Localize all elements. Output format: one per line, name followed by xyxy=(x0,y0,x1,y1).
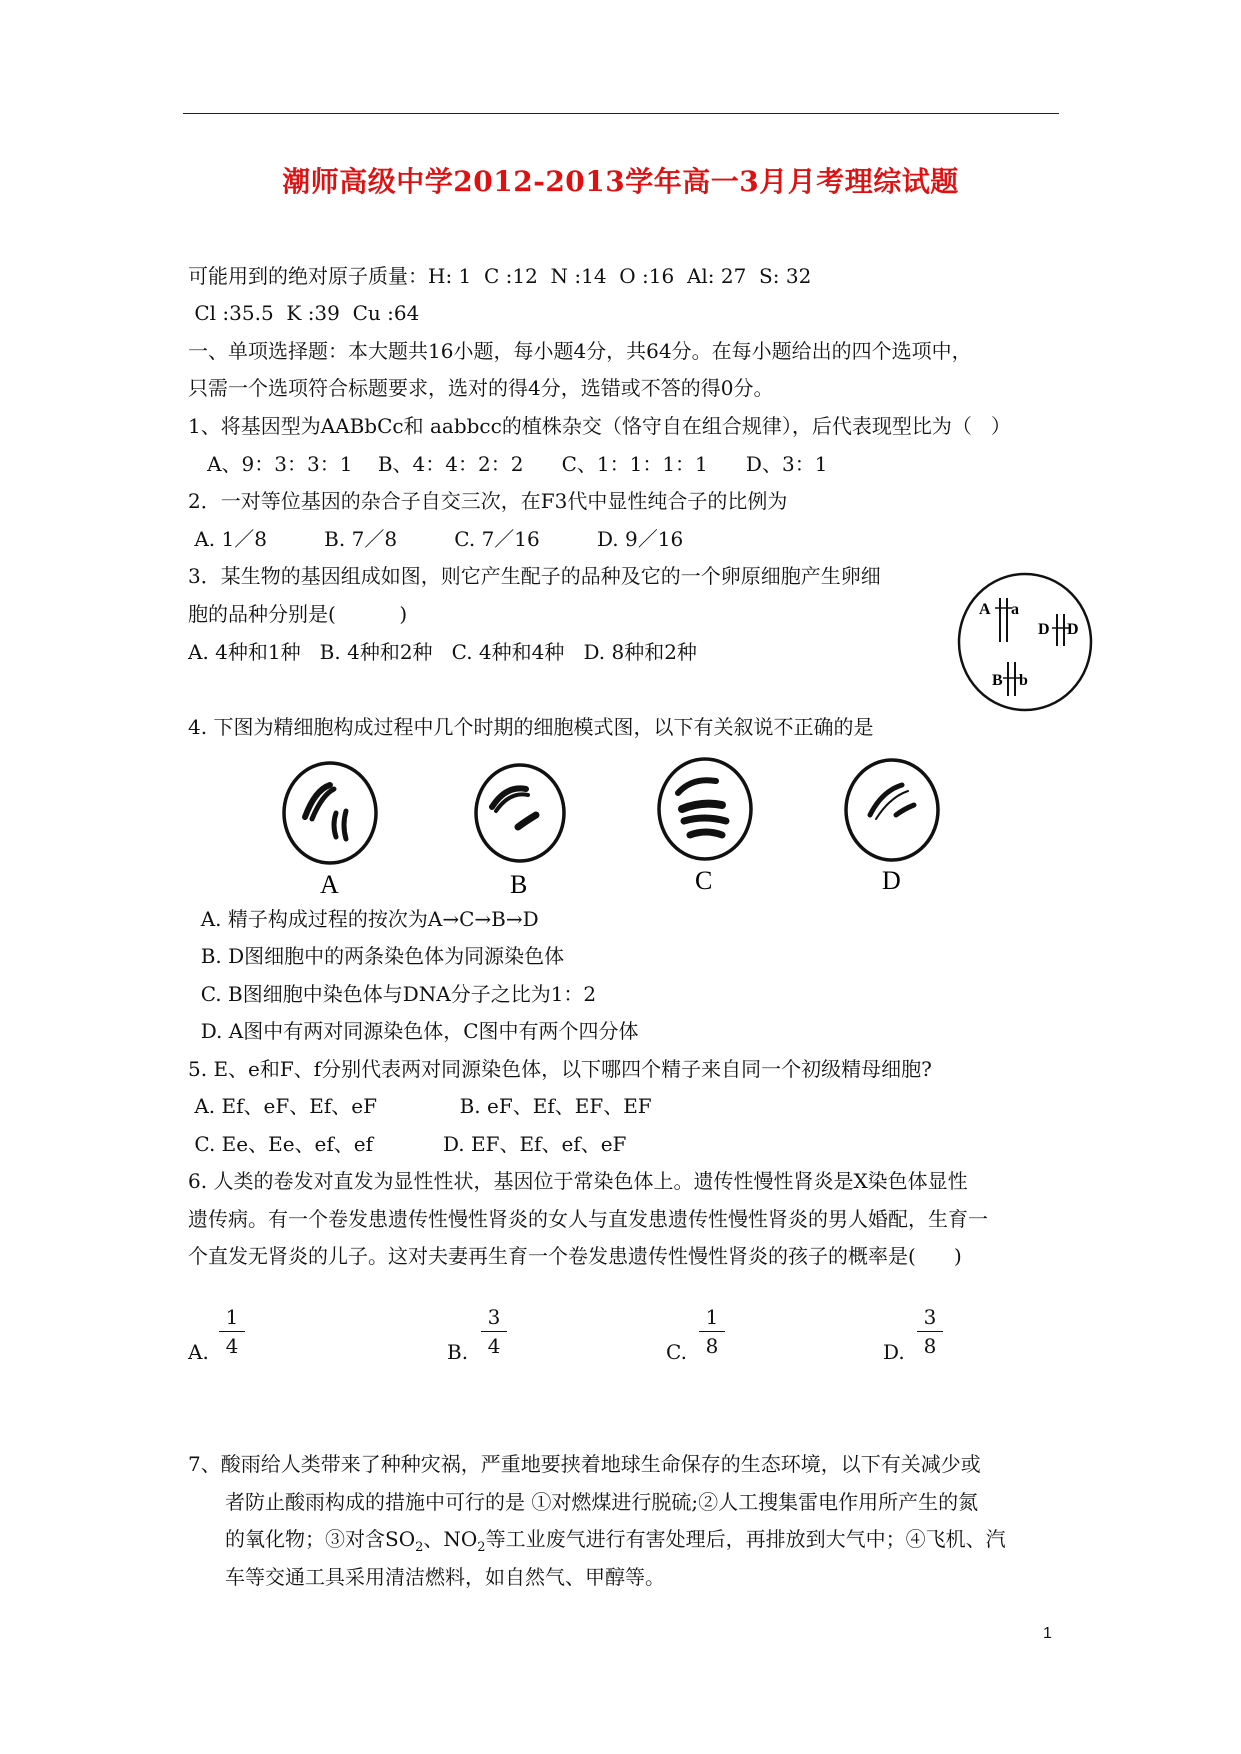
q3-genotype-diagram xyxy=(955,570,1095,715)
subscript-2: 2 xyxy=(477,1540,486,1555)
gene-label-B: B xyxy=(992,672,1003,689)
atomic-mass-line-1: 可能用到的绝对原子质量：H: 1 C :12 N :14 O :16 Al: 27 S: 32 xyxy=(188,264,812,288)
page-number: 1 xyxy=(1043,1625,1052,1642)
fraction-numerator: 1 xyxy=(705,1305,719,1329)
q6-stem-1: 6. 人类的卷发对直发为显性性状，基因位于常染色体上。遗传性慢性肾炎是X染色体显性 xyxy=(188,1169,968,1193)
cell-B xyxy=(476,765,564,899)
q2-options: A. 1／8 B. 7／8 C. 7／16 D. 9／16 xyxy=(188,527,684,551)
q6-option-c-fraction xyxy=(697,1305,727,1358)
q4-stem: 4. 下图为精细胞构成过程中几个时期的细胞模式图，以下有关叙说不正确的是 xyxy=(188,715,874,739)
section1-instructions-2: 只需一个选项符合标题要求，选对的得4分，选错或不答的得0分。 xyxy=(188,376,774,400)
gene-label-A: A xyxy=(979,601,991,618)
q6-option-d-fraction xyxy=(915,1305,945,1358)
subscript-2: 2 xyxy=(415,1540,424,1555)
cell-label-A: A xyxy=(320,870,339,899)
gene-label-D-left: D xyxy=(1038,621,1050,638)
q7-line-3 xyxy=(225,1526,1006,1561)
fraction-numerator: 3 xyxy=(923,1305,937,1329)
q6-option-a-label: A. xyxy=(188,1340,209,1364)
q6-stem-2: 遗传病。有一个卷发患遗传性慢性肾炎的女人与直发患遗传性慢性肾炎的男人婚配，生育一 xyxy=(188,1207,988,1231)
q7-line-3-part-a: 的氧化物；③对含SO xyxy=(225,1527,416,1551)
q6-option-d-label: D. xyxy=(883,1340,905,1364)
q1-stem: 1、将基因型为AABbCc和 aabbcc的植株杂交（恪守自在组合规律），后代表现型比为（ ） xyxy=(188,414,1011,438)
cell-label-B: B xyxy=(510,870,528,899)
cell-C xyxy=(659,759,751,895)
q5-stem: 5. E、e和F、f分别代表两对同源染色体，以下哪四个精子来自同一个初级精母细胞? xyxy=(188,1057,932,1081)
q7-line-1: 7、酸雨给人类带来了种种灾祸，严重地要挟着地球生命保存的生态环境，以下有关减少或 xyxy=(188,1452,981,1476)
q7-line-3-part-c: 等工业废气进行有害处理后，再排放到大气中；④飞机、汽 xyxy=(485,1527,1006,1551)
fraction-denominator: 4 xyxy=(487,1334,501,1358)
q6-stem-3: 个直发无肾炎的儿子。这对夫妻再生育一个卷发患遗传性慢性肾炎的孩子的概率是( ) xyxy=(188,1244,962,1268)
gene-label-D-right: D xyxy=(1067,621,1079,638)
fraction-numerator: 1 xyxy=(225,1305,239,1329)
q6-option-b-fraction xyxy=(479,1305,509,1358)
fraction-numerator: 3 xyxy=(487,1305,501,1329)
cell-D xyxy=(846,760,938,895)
q2-stem: 2．一对等位基因的杂合子自交三次，在F3代中显性纯合子的比例为 xyxy=(188,489,788,513)
q7-line-3-part-b: 、NO xyxy=(423,1527,478,1551)
q4-option-b: B. D图细胞中的两条染色体为同源染色体 xyxy=(188,944,565,968)
q4-option-c: C. B图细胞中染色体与DNA分子之比为1：2 xyxy=(188,982,597,1006)
fraction-bar xyxy=(917,1331,943,1332)
gene-label-b: b xyxy=(1019,672,1028,689)
atomic-mass-line-2: Cl :35.5 K :39 Cu :64 xyxy=(188,301,420,325)
page-title: 潮师高级中学2012-2013学年高一3月月考理综试题 xyxy=(282,165,959,198)
q3-stem-1: 3．某生物的基因组成如图，则它产生配子的品种及它的一个卵原细胞产生卵细 xyxy=(188,564,881,588)
fraction-denominator: 8 xyxy=(923,1334,937,1358)
q6-option-a-fraction xyxy=(217,1305,247,1358)
fraction-bar xyxy=(219,1331,245,1332)
gene-label-a: a xyxy=(1011,601,1019,618)
fraction-denominator: 8 xyxy=(705,1334,719,1358)
q5-options-1: A. Ef、eF、Ef、eF B. eF、Ef、EF、EF xyxy=(188,1094,652,1118)
q7-line-2: 者防止酸雨构成的措施中可行的是 ①对燃煤进行脱硫;②人工搜集雷电作用所产生的氮 xyxy=(225,1490,979,1514)
q6-option-c-label: C. xyxy=(666,1340,687,1364)
section1-instructions-1: 一、单项选择题：本大题共16小题，每小题4分，共64分。在每小题给出的四个选项中， xyxy=(188,339,972,363)
q3-options: A. 4种和1种 B. 4种和2种 C. 4种和4种 D. 8种和2种 xyxy=(188,640,697,664)
q1-options: A、9：3：3：1 B、4：4：2：2 C、1：1：1：1 D、3：1 xyxy=(188,452,828,476)
q4-cell-figures xyxy=(270,755,970,905)
q4-option-d: D. A图中有两对同源染色体，C图中有两个四分体 xyxy=(188,1019,639,1043)
q5-options-2: C. Ee、Ee、ef、ef D. EF、Ef、ef、eF xyxy=(188,1132,627,1156)
q6-option-b-label: B. xyxy=(447,1340,469,1364)
q7-line-4: 车等交通工具采用清洁燃料，如自然气、甲醇等。 xyxy=(225,1565,665,1589)
fraction-bar xyxy=(699,1331,725,1332)
header-rule xyxy=(183,113,1059,114)
cell-label-D: D xyxy=(882,866,901,895)
q3-stem-2: 胞的品种分别是( ) xyxy=(188,602,408,626)
fraction-bar xyxy=(481,1331,507,1332)
cell-A xyxy=(284,763,376,899)
cell-label-C: C xyxy=(695,866,713,895)
fraction-denominator: 4 xyxy=(225,1334,239,1358)
q4-option-a: A. 精子构成过程的按次为A→C→B→D xyxy=(188,907,539,931)
